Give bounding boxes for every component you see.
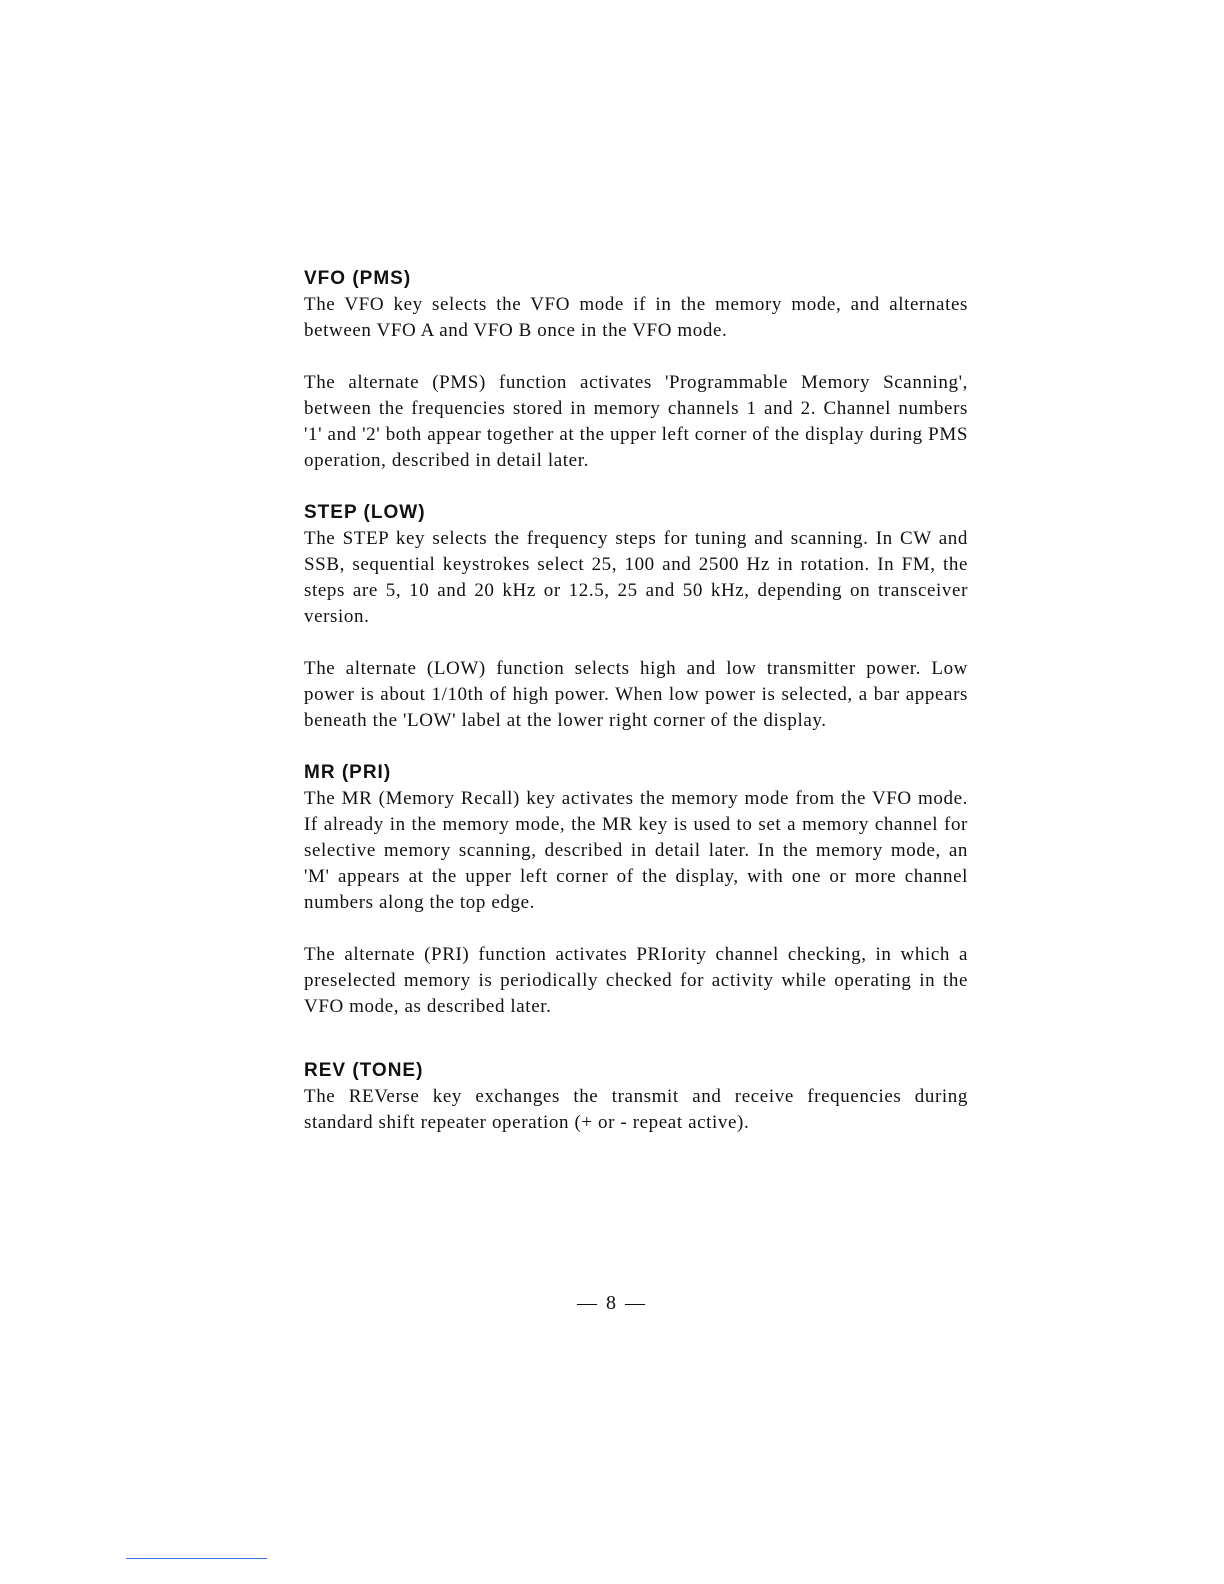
section-vfo-pms: [304, 266, 968, 474]
paragraph: The REVerse key exchanges the transmit and receive frequencies during standard shift repeater operation (+ or - repeat active).: [304, 1086, 968, 1133]
paragraph: The alternate (PMS) function activates 'Programmable Memory Scanning', between the frequencies stored in memory channels 1 and 2. Channel numbers '1' and '2' both appear together at the upper left corner of the display during PMS operation, described in detail later.: [304, 372, 968, 471]
margin-rule: [126, 1558, 267, 1559]
section-heading: VFO (PMS): [304, 268, 412, 289]
section-heading: REV (TONE): [304, 1060, 424, 1081]
section-heading: MR (PRI): [304, 762, 392, 783]
section-step-low: [304, 500, 968, 734]
section-mr-pri: [304, 760, 968, 1020]
paragraph: The alternate (PRI) function activates PRIority channel checking, in which a preselected memory is periodically checked for activity while operating in the VFO mode, as described later.: [304, 944, 968, 1017]
section-heading: STEP (LOW): [304, 502, 426, 523]
paragraph: The MR (Memory Recall) key activates the memory mode from the VFO mode. If already in the memory mode, the MR key is used to set a memory channel for selective memory scanning, described in detail later. In the memory mode, an 'M' appears at the upper left corner of the display, with one or more channel numbers along the top edge.: [304, 788, 968, 913]
paragraph: The STEP key selects the frequency steps for tuning and scanning. In CW and SSB, sequential keystrokes select 25, 100 and 2500 Hz in rotation. In FM, the steps are 5, 10 and 20 kHz or 12.5, 25 and 50 kHz, depending on transceiver version.: [304, 528, 968, 627]
paragraph: The alternate (LOW) function selects high and low transmitter power. Low power is about 1/10th of high power. When low power is selected, a bar appears beneath the 'LOW' label at the lower right corner of the display.: [304, 658, 968, 731]
page-body: [304, 266, 968, 1136]
section-rev-tone: [304, 1058, 968, 1136]
page-number: — 8 —: [577, 1292, 647, 1314]
paragraph: The VFO key selects the VFO mode if in the memory mode, and alternates between VFO A and VFO B once in the VFO mode.: [304, 294, 968, 341]
